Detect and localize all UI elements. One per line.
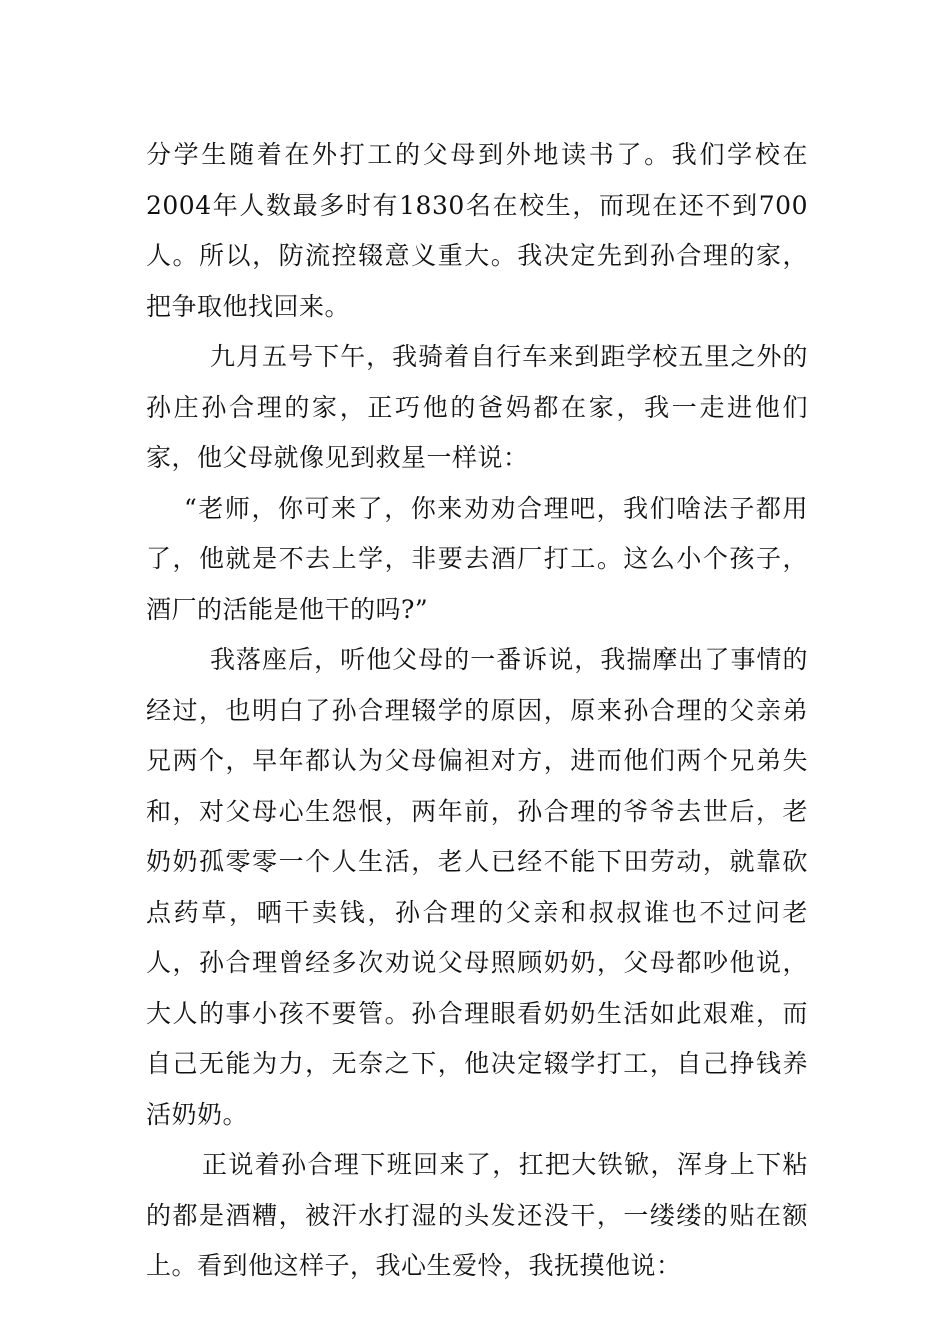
paragraph-reason: 我落座后，听他父母的一番诉说，我揣摩出了事情的经过，也明白了孙合理辍学的原因，原来孙合理的父亲弟兄两个，早年都认为父母偏袒对方，进而他们两个兄弟失和，对父母心生怨恨，两年前，孙合理的爷爷去世后，老奶奶孤零零一个人生活，老人已经不能下田劳动，就靠砍点药草，晒干卖钱，孙合理的父亲和叔叔谁也不过问老人，孙合理曾经多次劝说父母照顾奶奶，父母都吵他说，大人的事小孩不要管。孙合理眼看奶奶生活如此艰难，而自己无能为力，无奈之下，他决定辍学打工，自己挣钱养活奶奶。 bbox=[146, 645, 808, 1129]
paragraph-visit-home: 九月五号下午，我骑着自行车来到距学校五里之外的孙庄孙合理的家，正巧他的爸妈都在家，我一走进他们家，他父母就像见到救星一样说： bbox=[146, 342, 808, 472]
paragraph-return-home: 正说着孙合理下班回来了，扛把大铁锨，浑身上下粘的都是酒糟，被汗水打湿的头发还没干，一缕缕的贴在额上。看到他这样子，我心生爱怜，我抚摸他说： bbox=[146, 1150, 808, 1280]
paragraph-school-enrollment: 分学生随着在外打工的父母到外地读书了。我们学校在2004年人数最多时有1830名在校生，而现在还不到700人。所以，防流控辍意义重大。我决定先到孙合理的家，把争取他找回来。 bbox=[146, 140, 808, 321]
paragraph-parents-quote: “老师，你可来了，你来劝劝合理吧，我们啥法子都用了，他就是不去上学，非要去酒厂打工。这么小个孩子，酒厂的活能是他干的吗?” bbox=[146, 493, 808, 624]
body-text bbox=[146, 130, 808, 1292]
